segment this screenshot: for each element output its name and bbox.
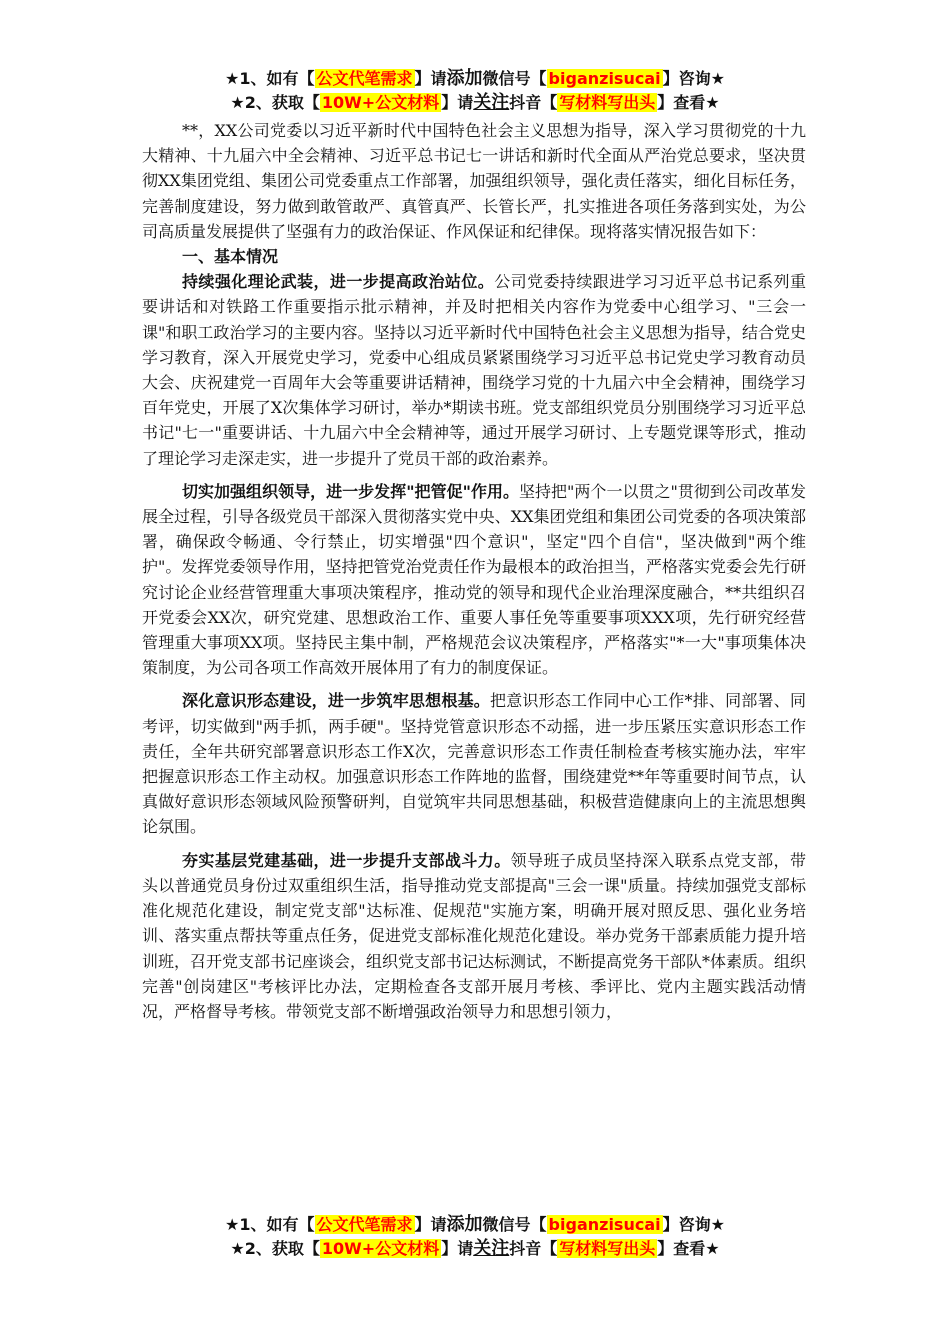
promo-text: ★2、获取【 bbox=[230, 1239, 320, 1258]
promo-emphasis: 关注 bbox=[473, 1238, 510, 1259]
promo-line-1 bbox=[0, 67, 950, 91]
promo-text: ★1、如有【 bbox=[225, 1215, 315, 1234]
promo-text: 抖音【 bbox=[509, 1239, 558, 1258]
promo-highlight: 公文代笔需求 bbox=[316, 69, 413, 88]
promo-line-2 bbox=[0, 1237, 950, 1261]
paragraph-theory bbox=[142, 269, 806, 471]
paragraph-lead: 切实加强组织领导，进一步发挥"把管促"作用。 bbox=[182, 481, 519, 501]
promo-text: 】请 bbox=[414, 69, 447, 88]
paragraph-grassroots bbox=[142, 848, 806, 1024]
promo-text: 】咨询★ bbox=[662, 69, 725, 88]
document-body bbox=[142, 118, 806, 1024]
paragraph-body: 公司党委持续跟进学习习近平总书记系列重要讲话和对铁路工作重要指示批示精神，并及时把相关内容作为党委中心组学习、"三会一课"和职工政治学习的主要内容。坚持以习近平新时代中国特色社会主义思想为指导，结合党史学习教育，深入开展党史学习，党委中心组成员紧紧围绕学习习近平总书记党史学习教育动员大会、庆祝建党一百周年大会等重要讲话精神，围绕学习党的十九届六中全会精神，围绕学习百年党史，开展了X次集体学习研讨，举办*期读书班。党支部组织党员分别围绕学习习近平总书记"七一"重要讲话、十九届六中全会精神等，通过开展学习研讨、上专题党课等形式，推动了理论学习走深走实，进一步提升了党员干部的政治素养。 bbox=[142, 272, 806, 468]
promo-highlight: 10W+公文材料 bbox=[321, 93, 440, 112]
promo-text: ★1、如有【 bbox=[225, 69, 315, 88]
paragraph-lead: 夯实基层党建基础，进一步提升支部战斗力。 bbox=[182, 850, 511, 870]
promo-highlight: 公文代笔需求 bbox=[316, 1215, 413, 1234]
promo-emphasis: 添加 bbox=[446, 68, 483, 89]
paragraph-lead: 持续强化理论武装，进一步提高政治站位。 bbox=[182, 272, 495, 292]
paragraph-body: 把意识形态工作同中心工作*排、同部署、同考评，切实做到"两手抓，两手硬"。坚持党管意识形态不动摇，进一步压紧压实意识形态工作责任，全年共研究部署意识形态工作X次，完善意识形态工作责任制检查考核实施办法，牢牢把握意识形态工作主动权。加强意识形态工作阵地的监督，围绕建党**年等重要时间节点，认真做好意识形态领域风险预警研判，自觉筑牢共同思想基础，积极营造健康向上的主流思想舆论氛围。 bbox=[142, 691, 806, 837]
promo-text: 】请 bbox=[414, 1215, 447, 1234]
promo-banner-top bbox=[0, 67, 950, 115]
promo-emphasis: 添加 bbox=[446, 1214, 483, 1235]
promo-text: 】查看★ bbox=[657, 93, 720, 112]
promo-text: 】请 bbox=[441, 93, 474, 112]
promo-line-2 bbox=[0, 91, 950, 115]
paragraph-lead: 深化意识形态建设，进一步筑牢思想根基。 bbox=[182, 691, 490, 711]
paragraph-ideology bbox=[142, 688, 806, 839]
promo-highlight-douyin: 写材料写出头 bbox=[559, 1239, 656, 1258]
promo-line-1 bbox=[0, 1213, 950, 1237]
paragraph-body: 坚持把"两个一以贯之"贯彻到公司改革发展全过程，引导各级党员干部深入贯彻落实党中央、XX集团党组和集团公司党委的各项决策部署，确保政令畅通、令行禁止，切实增强"四个意识"，坚定"四个自信"，坚决做到"两个维护"。发挥党委领导作用，坚持把管党治党责任作为最根本的政治担当，严格落实党委会先行研究讨论企业经营管理重大事项决策程序，推动党的领导和现代企业治理深度融合，**共组织召开党委会XX次，研究党建、思想政治工作、重要人事任免等重要事项XXX项，先行研究经营管理重大事项XX项。坚持民主集中制，严格规范会议决策程序，严格落实"*一大"事项集体决策制度，为公司各项工作高效开展体用了有力的制度保证。 bbox=[142, 481, 806, 678]
promo-text: ★2、获取【 bbox=[230, 93, 320, 112]
promo-text: 抖音【 bbox=[509, 93, 558, 112]
promo-text: 微信号【 bbox=[482, 69, 547, 88]
paragraph-body: 领导班子成员坚持深入联系点党支部，带头以普通党员身份过双重组织生活，指导推动党支部提高"三会一课"质量。持续加强党支部标准化规范化建设，制定党支部"达标准、促规范"实施方案，明确开展对照反思、强化业务培训、落实重点帮扶等重点任务，促进党支部标准化规范化建设。举办党务干部素质能力提升培训班，召开党支部书记座谈会，组织党支部书记达标测试，不断提高党务干部队*体素质。组织完善"创岗建区"考核评比办法，定期检查各支部开展月考核、季评比、党内主题实践活动情况，严格督导考核。带领党支部不断增强政治领导力和思想引领力， bbox=[142, 850, 807, 1021]
promo-highlight: 10W+公文材料 bbox=[321, 1239, 440, 1258]
promo-text: 】查看★ bbox=[657, 1239, 720, 1258]
section-heading: 一、基本情况 bbox=[182, 247, 279, 267]
promo-highlight-wechat: biganzisucai bbox=[548, 69, 661, 88]
promo-text: 】请 bbox=[441, 1239, 474, 1258]
promo-text: 微信号【 bbox=[482, 1215, 547, 1234]
intro-paragraph: **，XX公司党委以习近平新时代中国特色社会主义思想为指导，深入学习贯彻党的十九大精神、十九届六中全会精神、习近平总书记七一讲话和新时代全面从严治党总要求，坚决贯彻XX集团党组、集团公司党委重点工作部署，加强组织领导，强化责任落实，细化目标任务，完善制度建设，努力做到敢管敢严、真管真严、长管长严，扎实推进各项任务落到实处，为公司高质量发展提供了坚强有力的政治保证、作风保证和纪律保。现将落实情况报告如下： bbox=[142, 121, 806, 241]
promo-emphasis: 关注 bbox=[473, 92, 510, 113]
promo-highlight-douyin: 写材料写出头 bbox=[559, 93, 656, 112]
promo-highlight-wechat: biganzisucai bbox=[548, 1215, 661, 1234]
paragraph-organization bbox=[142, 479, 806, 681]
promo-text: 】咨询★ bbox=[662, 1215, 725, 1234]
promo-banner-bottom bbox=[0, 1213, 950, 1261]
